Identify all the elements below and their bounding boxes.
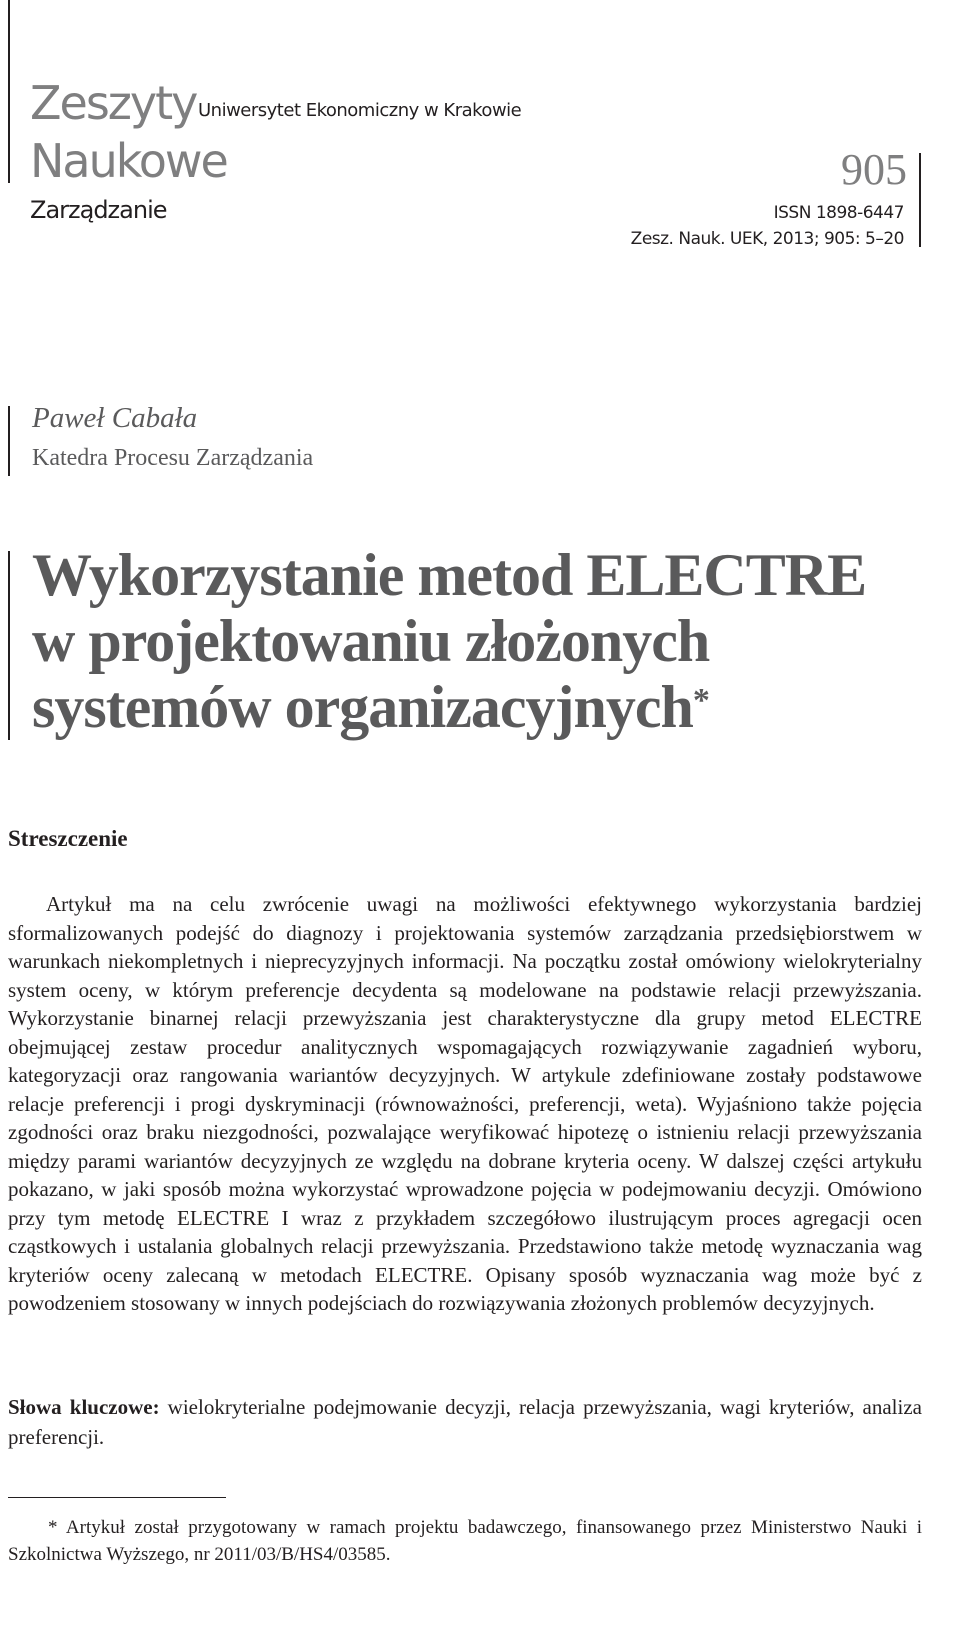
title-line-3: systemów organizacyjnych [32,674,693,740]
header-right-rule [919,153,921,247]
author-name: Paweł Cabała [32,402,198,434]
keywords-label: Słowa kluczowe: [8,1395,160,1419]
journal-brand-line1: Zeszyty [30,76,197,130]
footnote-divider [8,1497,226,1498]
author-affiliation: Katedra Procesu Zarządzania [32,445,314,471]
keywords-text: wielokryterialne podejmowanie decyzji, relacja przewyższania, wagi kryteriów, analiza preferencji. [8,1395,922,1449]
citation-line: Zesz. Nauk. UEK, 2013; 905: 5–20 [630,229,904,249]
keywords [8,1392,922,1452]
abstract-text: Artykuł ma na celu zwrócenie uwagi na możliwości efektywnego wykorzystania bardziej sformalizowanych podejść do diagnozy i projektowania systemów zarządzania przedsiębiorstwem w warunkach niekompletnych i nieprecyzyjnych informacji. Na początku został omówiony wielokryterialny system oceny, w którym preferencje decydenta są modelowane na podstawie relacji przewyższania. Wykorzystanie binarnej relacji przewyższania jest charakterystyczne dla grupy metod ELECTRE obejmującej zestaw procedur analitycznych wspomagających rozwiązywanie zagadnień wyboru, kategoryzacji oraz rangowania wariantów decyzyjnych. W artykule zdefiniowane zostały podstawowe relacje preferencji i progi dyskryminacji (równoważności, preferencji, weta). Wyjaśniono także pojęcia zgodności oraz braku niezgodności, pozwalające weryfikować hipotezę o istnieniu relacji przewyższania między parami wariantów decyzyjnych ze względu na dobrane kryteria oceny. W dalszej części artykułu pokazano, w jaki sposób można wykorzystać wprowadzone pojęcia w podejmowaniu decyzji. Omówiono przy tym metodę ELECTRE I wraz z przykładem szczegółowo ilustrującym proces agregacji ocen cząstkowych i ustalania globalnych relacji przewyższania. Przedstawiono także metodę wyznaczania wag kryteriów oceny zalecaną w metodach ELECTRE. Opisany sposób wyznaczania wag może być z powodzeniem stosowany w innych podejściach do rozwiązywania złożonych problemów decyzyjnych. [8,892,922,1315]
title-line-2: w projektowaniu złożonych [32,608,710,674]
university-name: Uniwersytet Ekonomiczny w Krakowie [198,100,522,121]
title-footnote-marker: * [692,682,709,719]
journal-brand-line2: Naukowe [30,134,227,188]
title-line-1: Wykorzystanie metod ELECTRE [32,542,867,608]
journal-section: Zarządzanie [30,196,167,224]
issue-number: 905 [841,145,907,194]
header-left-rule [8,0,10,183]
article-title [32,542,932,740]
author-rule [8,406,10,476]
footnote: * Artykuł został przygotowany w ramach projektu badawczego, finansowanego przez Ministerstwo Nauki i Szkolnictwa Wyższego, nr 2011/03/B/HS4/03585. [8,1517,922,1565]
abstract-heading: Streszczenie [8,826,128,851]
issn: ISSN 1898-6447 [773,203,904,223]
title-rule [8,551,10,740]
